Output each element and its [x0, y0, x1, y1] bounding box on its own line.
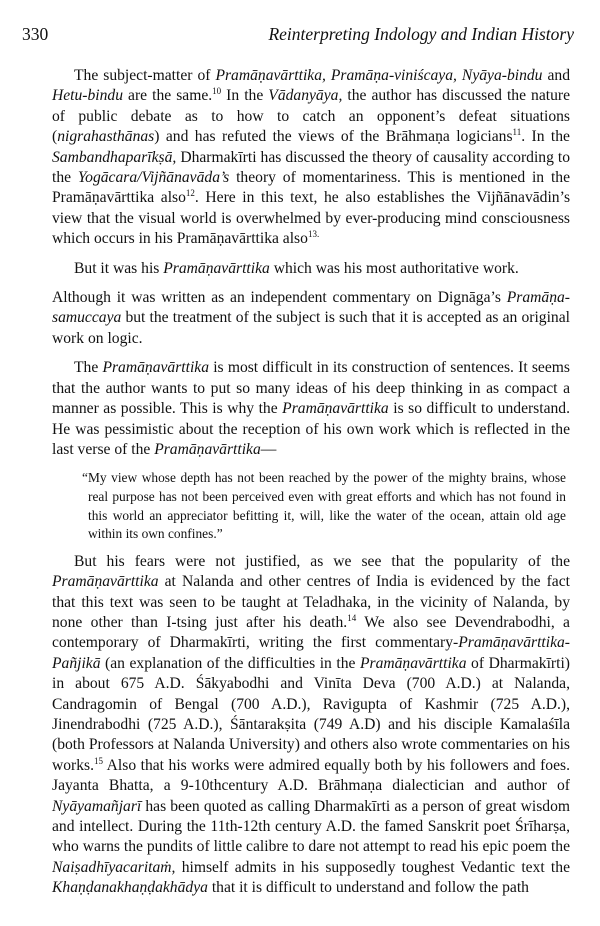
footnote-ref: 11 [512, 127, 522, 138]
footnote-ref: 14 [347, 612, 357, 623]
paragraph-4: The Pramāṇavārttika is most difficult in its construction of sentences. It seems that the author wants to put so many ideas of his deep thinking in as compact a manner as possible. This is why the Pramāṇavārttika is so difficult to understand. He was pessimistic about the reception of his own work which is reflected in the last verse of the Pramāṇavārttika— [52, 359, 570, 458]
paragraph-2: But it was his Pramāṇavārttika which was his most authoritative work. [74, 259, 519, 277]
footnote-ref: 12 [185, 188, 195, 199]
page-header [22, 22, 574, 46]
running-title: Reinterpreting Indology and Indian History [268, 24, 574, 44]
footnote-ref: 15 [94, 755, 104, 766]
paragraph-1: The subject-matter of Pramāṇavārttika, Pramāṇa-viniścaya, Nyāya-bindu and Hetu-bindu are the same.$^{10}$ In the Vādanyāya, the author has discussed the nature of public debate as to how to catch an opponent’s defeat situations (nigrahasthānas) and has refuted the views of the Brāhmaṇa logicians$^{11}$. In the Sambandhaparīkṣā, Dharmakīrti has discussed the theory of causality according to the Yogācara/Vijñānavāda’s theory of momentariness. This is mentioned in the Pramāṇavārttika also$^{12}$. Here in this text, he also establishes the Vijñānavādin’s view that the visual world is overwhelmed by ever-producing mind consciousness which occurs in his Pramāṇavārttika also$^{13.}$ [52, 67, 571, 248]
page-body [52, 66, 570, 908]
block-quote: “My view whose depth has not been reached by the power of the mighty brains, whose real purpose has not been perceived even with great efforts and which has not found in this world an appreciator befitting it, will, like the water of the ocean, attain old age within its own confines.” [82, 470, 566, 542]
footnote-ref: 10 [212, 86, 222, 97]
page-number: 330 [22, 24, 49, 44]
footnote-ref: 13. [307, 229, 320, 240]
paragraph-3: Although it was written as an independent commentary on Dignāga’s Pramāṇa- samuccaya but the treatment of the subject is such that it is accepted as an original work on logic. [52, 289, 570, 347]
paragraph-5: But his fears were not justified, as we see that the popularity of the Pramāṇavārttika at Nalanda and other centres of India is evidenced by the fact that this text was seen to be taught at Teladhaka, in the vicinity of Nalanda, by none other than I-tsing just after his death.$^{14}$ We also see Devendrabodhi, a contemporary of Dharmakīrti, writing the first commentary-Pramāṇavārttika-Pañjikā (an explanation of the difficulties in the Pramāṇavārttika of Dharmakīrti) in about 675 A.D. Śākyabodhi and Vinīta Deva (700 A.D.) at Nalanda, Candragomin of Bengal (700 A.D.), Ravigupta of Kashmir (725 A.D.), Jinendrabodhi (725 A.D.), Śāntarakṣita (749 A.D) and his disciple Kamalaśīla (both Professors at Nalanda University) and others also wrote commentaries on his works.$^{15}$ Also that his works were admired equally both by his followers and foes. Jayanta Bhatta, a 9-10thcentury A.D. Brāhmaṇa dialectician and author of Nyāyamañjarī has been quoted as calling Dharmakīrti as a person of great wisdom and intellect. During the 11th-12th century A.D. the famed Sanskrit poet Śrīharṣa, who warns the pundits of little calibre to dare not attempt to read his epic poem the Naiṣadhīyacaritaṁ, himself admits in his supposedly toughest Vedantic text the Khaṇḍanakhaṇḍakhādya that it is difficult to understand and follow the path [52, 552, 570, 897]
